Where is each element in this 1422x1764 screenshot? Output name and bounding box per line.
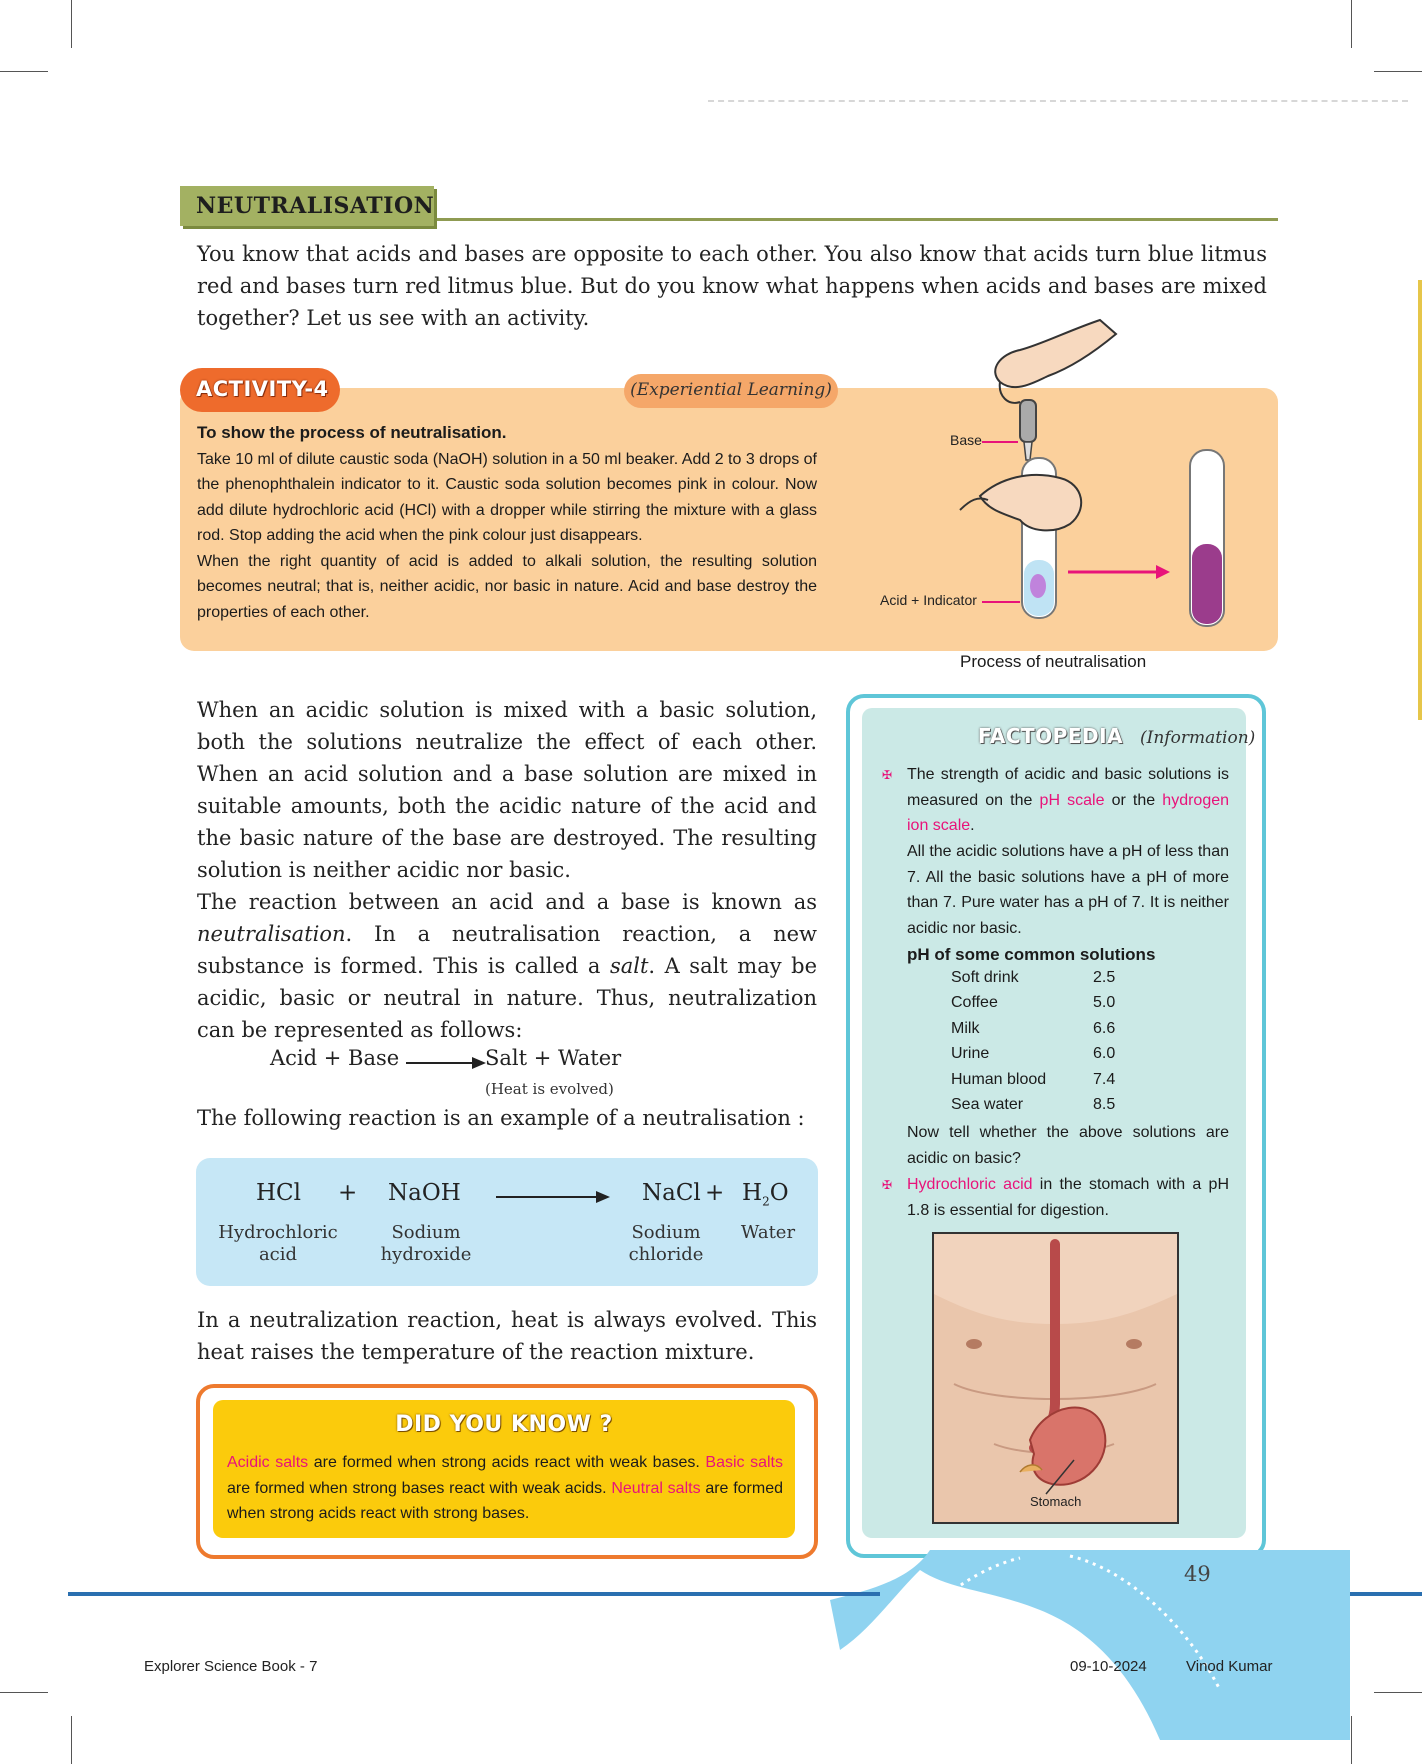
equation-left: Acid + Base	[270, 1046, 400, 1070]
neutralisation-figure	[870, 310, 1270, 640]
ph-name: Milk	[951, 1020, 980, 1037]
paragraph-1: When an acidic solution is mixed with a basic solution, both the solutions neutralize the effect of each other. When an acid solution and a base solution are mixed in suitable amounts, both the acidic nature of the acid and the basic nature of the base are destroyed. The resulting solution is neither acidic nor basic.	[197, 698, 817, 882]
footer-rule	[68, 1592, 880, 1596]
ph-row	[951, 1096, 1151, 1114]
label-acid-indicator: Acid + Indicator	[880, 592, 977, 608]
fact-text-part: .	[970, 817, 975, 834]
stomach-illustration	[934, 1234, 1177, 1522]
term-ph-scale: pH scale	[1039, 791, 1105, 809]
name-water: Water	[740, 1222, 796, 1243]
crop-mark	[1374, 1692, 1422, 1693]
bullet-icon: ✠	[882, 768, 893, 782]
ph-name: Coffee	[951, 994, 998, 1011]
fact-ph-explanation: All the acidic solutions have a pH of less than 7. All the basic solutions have a pH of more than 7. Pure water has a pH of 7. It is neither acidic nor basic.	[907, 843, 1229, 937]
activity-steps: Take 10 ml of dilute caustic soda (NaOH) solution in a 50 ml beaker. Add 2 to 3 drops of the phenophthalein indicator to it. Caustic soda solution becomes pink in colour. Now add dilute hydrochloric acid (HCl) with a dropper while stirring the mixture with a glass rod. Stop adding the acid when the pink colour just disappears.	[197, 450, 817, 544]
experiential-label: (Experiential Learning)	[630, 380, 832, 400]
arrow-icon	[1156, 565, 1170, 579]
name-line: acid	[258, 1244, 298, 1265]
chem-nacl: NaCl	[642, 1180, 701, 1206]
stomach-label: Stomach	[1030, 1494, 1082, 1509]
chem-plus: +	[338, 1180, 358, 1206]
crop-mark	[71, 1716, 72, 1764]
edge-tab	[1418, 280, 1422, 720]
ph-row	[951, 994, 1151, 1012]
para2-text: The reaction between an acid and a base is known as	[197, 890, 817, 914]
term-salt: salt	[609, 954, 649, 978]
dyk-text-part: are formed when strong acids react with strong bases.	[227, 1479, 783, 1522]
intro-paragraph: You know that acids and bases are opposite to each other. You also know that acids turn blue litmus red and bases turn red litmus blue. But do you know what happens when acids and bases are mixed together? Let us see with an activity.	[197, 242, 1267, 330]
factopedia-subtitle: (Information)	[1140, 728, 1256, 748]
fact-bullet-1	[907, 762, 1229, 839]
term-hydrogen-ion-scale: hydrogen ion scale	[907, 791, 1230, 834]
decorative-swoosh	[830, 1550, 1350, 1740]
name-line: chloride	[628, 1244, 704, 1265]
activity-result: When the right quantity of acid is added to alkali solution, the resulting solution becomes neutral; that is, neither acidic, nor basic in nature. Acid and base destroy the properties of each other.	[197, 552, 817, 621]
ph-row	[951, 969, 1151, 987]
fact-text-part: The strength of acidic and basic solutions is measured on the	[907, 766, 1229, 809]
name-line: hydroxide	[380, 1244, 472, 1265]
footer-book: Explorer Science Book - 7	[144, 1658, 318, 1675]
decorative-dashes	[708, 100, 1408, 102]
ph-name: Sea water	[951, 1096, 1024, 1113]
name-line: Sodium	[631, 1222, 701, 1243]
footer-date: 09-10-2024	[1070, 1658, 1147, 1675]
crop-mark	[1351, 1716, 1352, 1764]
chem-water	[742, 1180, 789, 1209]
term-acidic-salts: Acidic salts	[227, 1454, 309, 1471]
fact-bullet-2	[907, 1172, 1229, 1223]
para2-text: . In a neutralisation reaction, a new substance is formed. This is called a	[197, 922, 817, 978]
ph-name: Soft drink	[951, 969, 1019, 986]
activity-label: ACTIVITY-4	[196, 377, 329, 401]
term-hydrochloric-acid: Hydrochloric acid	[907, 1176, 1033, 1193]
equation-note: (Heat is evolved)	[485, 1080, 614, 1098]
tube-pink-solution	[1192, 544, 1222, 624]
fact-text-part: or the	[1104, 791, 1163, 809]
fact-question: Now tell whether the above solutions are acidic on basic?	[907, 1124, 1229, 1167]
section-title: NEUTRALISATION	[196, 193, 435, 219]
chem-o: O	[769, 1180, 789, 1206]
term-basic-salts: Basic salts	[705, 1454, 784, 1471]
footer-rule	[1350, 1592, 1422, 1596]
name-hydrochloric-acid	[214, 1222, 342, 1266]
ph-value: 5.0	[1093, 994, 1116, 1011]
ph-name: Urine	[951, 1045, 990, 1062]
name-sodium-hydroxide	[370, 1222, 482, 1266]
ph-value: 6.0	[1093, 1045, 1116, 1062]
activity-aim: To show the process of neutralisation.	[197, 423, 507, 442]
activity-text	[197, 420, 817, 625]
stomach-image	[932, 1232, 1179, 1524]
reaction-arrow-icon	[494, 1190, 612, 1204]
lower-hand	[980, 475, 1081, 531]
ph-value: 6.6	[1093, 1020, 1116, 1037]
did-you-know-text	[227, 1450, 783, 1527]
crop-mark	[1374, 71, 1422, 72]
fact-text-part: in the stomach with a pH 1.8 is essential for digestion.	[907, 1176, 1230, 1219]
name-line: Sodium	[391, 1222, 461, 1243]
crop-mark	[71, 0, 72, 48]
paragraph-2	[197, 886, 817, 1046]
chem-hcl: HCl	[256, 1180, 302, 1206]
label-base: Base	[950, 432, 982, 448]
example-intro: The following reaction is an example of a neutralisation :	[197, 1106, 805, 1130]
ph-row	[951, 1020, 1151, 1038]
dropper-bulb	[1020, 400, 1036, 442]
dyk-text-part: are formed when strong bases react with weak acids.	[227, 1479, 612, 1497]
chem-h: H	[742, 1180, 763, 1206]
upper-hand	[995, 320, 1116, 387]
did-you-know-title: DID YOU KNOW ?	[395, 1412, 613, 1437]
term-neutral-salts: Neutral salts	[611, 1479, 701, 1497]
ph-value: 8.5	[1093, 1096, 1116, 1113]
footer-author: Vinod Kumar	[1186, 1658, 1273, 1675]
equation-right: Salt + Water	[485, 1046, 622, 1070]
name-line: Hydrochloric	[218, 1222, 338, 1243]
term-neutralisation: neutralisation	[197, 922, 346, 946]
crop-mark	[0, 71, 48, 72]
para2-text: . A salt may be acidic, basic or neutral in nature. Thus, neutralization can be represented as follows:	[197, 954, 817, 1042]
page-number: 49	[1184, 1562, 1211, 1586]
ph-row	[951, 1071, 1151, 1089]
ph-name: Human blood	[951, 1071, 1047, 1088]
equation-arrow-icon	[404, 1056, 488, 1070]
crop-mark	[0, 1692, 48, 1693]
chem-subscript: 2	[762, 1194, 770, 1209]
ph-value: 2.5	[1093, 969, 1116, 986]
dyk-text-part: are formed when strong acids react with weak bases.	[308, 1454, 706, 1471]
ph-value: 7.4	[1093, 1071, 1116, 1088]
chem-naoh: NaOH	[388, 1180, 461, 1206]
chem-plus: +	[705, 1180, 725, 1206]
paragraph-3: In a neutralization reaction, heat is always evolved. This heat raises the temperature of the reaction mixture.	[197, 1308, 817, 1364]
ph-row	[951, 1045, 1151, 1063]
crop-mark	[1351, 0, 1352, 48]
name-sodium-chloride	[616, 1222, 716, 1266]
factopedia-title: FACTOPEDIA	[978, 724, 1124, 748]
bullet-icon: ✠	[882, 1178, 893, 1192]
ph-heading: pH of some common solutions	[907, 945, 1156, 964]
figure-caption: Process of neutralisation	[960, 652, 1147, 671]
